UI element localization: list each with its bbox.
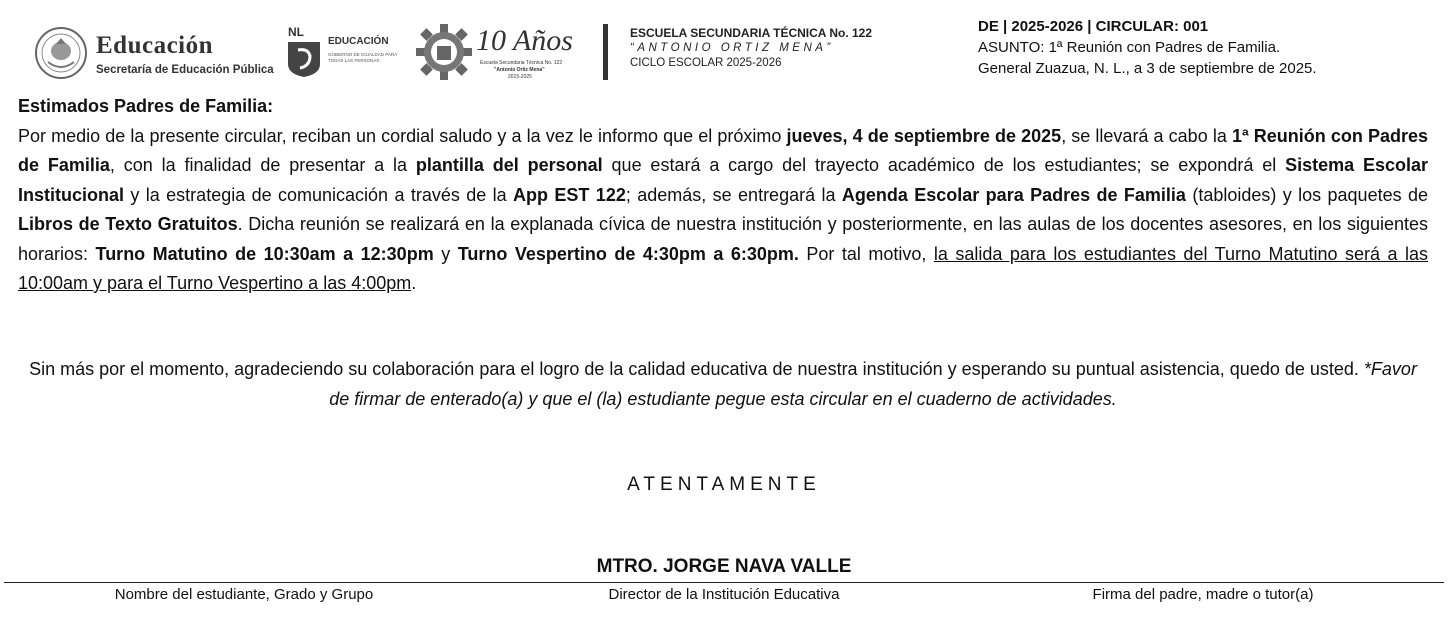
circular-place-date: General Zuazua, N. L., a 3 de septiembre de 2025. [978, 60, 1317, 77]
nl-education-logo [284, 22, 399, 82]
nl-shield-icon [286, 40, 322, 78]
letterhead [30, 14, 1430, 90]
nl-education-label: EDUCACIÓN [328, 36, 389, 47]
morning-shift-schedule: Turno Matutino de 10:30am a 12:30pm [95, 243, 434, 264]
nl-education-tagline: GOBIERNO DE IGUALDAD PARA TODAS LAS PERSONAS [328, 52, 397, 63]
mexico-seal-icon [34, 26, 88, 80]
body-text-8: . Dicha reunión se realizará en la explanada cívica de nuestra institución y posteriormente, en las aulas de los docentes asesores, en los siguientes horarios: [18, 214, 1428, 264]
anniversary-school-name: "Antonio Ortiz Mena" [494, 67, 545, 73]
closing-text: Sin más por el momento, agradeciendo su colaboración para el logro de la calidad educativa de nuestra institución y esperando su puntual asistencia, quedo de usted. [29, 359, 1364, 379]
body-text-5: y la estrategia de comunicación a través de la [124, 184, 514, 205]
sep-title: Educación [96, 32, 214, 59]
nl-label: NL [288, 25, 304, 39]
header-divider [603, 24, 608, 80]
body-text-7: (tabloides) y los paquetes de [1185, 184, 1428, 205]
textbooks: Libros de Texto Gratuitos [18, 214, 238, 234]
closing-paragraph [18, 354, 1428, 414]
body-text-11: . [411, 273, 417, 293]
body-text-2: , se llevará a cabo la [1061, 125, 1232, 146]
sep-subtitle: Secretaría de Educación Pública [96, 64, 274, 76]
sep-logo [30, 24, 274, 84]
meeting-date: jueves, 4 de septiembre de 2025 [786, 125, 1062, 146]
school-info [630, 26, 872, 69]
school-name: ESCUELA SECUNDARIA TÉCNICA No. 122 [630, 26, 873, 40]
circular-code: DE | 2025-2026 | CIRCULAR: 001 [978, 18, 1209, 35]
body-text-9: y [433, 243, 458, 264]
body-text-6: ; además, se entregará la [625, 184, 842, 205]
signature-note: *Favor de firmar de enterado(a) y que el (la) estudiante pegue esta circular en el cuaderno de actividades. [329, 359, 1417, 409]
body-text-1: Por medio de la presente circular, reciban un cordial saludo y a la vez le informo que el próximo [18, 125, 787, 146]
circular-body [18, 92, 1428, 299]
school-system: Sistema Escolar Institucional [18, 155, 1428, 205]
parent-signature-label: Firma del padre, madre o tutor(a) [1092, 586, 1314, 603]
anniversary-logo [416, 22, 586, 86]
body-text-10: Por tal motivo, [798, 243, 934, 264]
evening-shift-schedule: Turno Vespertino de 4:30pm a 6:30pm. [457, 243, 799, 264]
circular-subject: ASUNTO: 1ª Reunión con Padres de Familia. [978, 39, 1281, 56]
director-title-label: Director de la Institución Educativa [608, 586, 840, 603]
school-subtitle: “ANTONIO ORTIZ MENA” [630, 42, 834, 54]
greeting: Estimados Padres de Familia: [18, 96, 274, 116]
circular-reference [978, 16, 1317, 79]
gear-emblem-icon [416, 24, 472, 80]
meeting-name: 1ª Reunión con Padres de Familia [18, 125, 1428, 175]
signature-line [4, 582, 1444, 583]
anniversary-title: 10 Años [476, 24, 573, 57]
school-app: App EST 122 [513, 184, 626, 205]
sincerely-label: ATENTAMENTE [627, 474, 821, 495]
body-text-4: que estará a cargo del trayecto académico de los estudiantes; se expondrá el [602, 155, 1286, 175]
school-cycle: CICLO ESCOLAR 2025-2026 [630, 57, 782, 69]
body-paragraph [18, 122, 1428, 299]
body-text-3: , con la finalidad de presentar a la [109, 155, 416, 175]
anniversary-years: 2015-2025 [508, 74, 532, 80]
parent-agenda: Agenda Escolar para Padres de Familia [841, 184, 1186, 205]
director-name: MTRO. JORGE NAVA VALLE [596, 556, 852, 577]
dismissal-notice: la salida para los estudiantes del Turno Matutino será a las 10:00am y para el Turno Vespertino a las 4:00pm [18, 243, 1428, 293]
staff-roster: plantilla del personal [415, 155, 603, 175]
student-name-label: Nombre del estudiante, Grado y Grupo [114, 586, 374, 603]
anniversary-school: Escuela Secundaria Técnica No. 122 [480, 60, 563, 66]
